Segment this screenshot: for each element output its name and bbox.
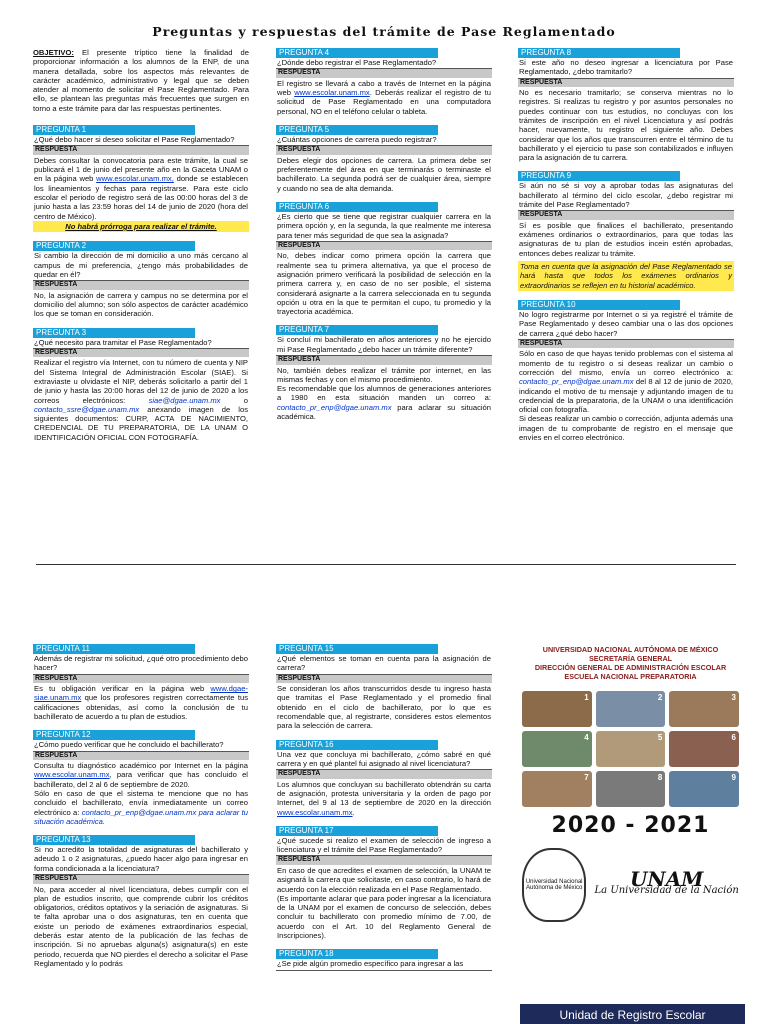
web-link[interactable]: www.escolar.unam.mx <box>277 807 353 817</box>
question-17 <box>276 826 492 940</box>
answer-text: No es necesario tramitarlo; se conserva mientras no lo registres. Si realizas tu registro y por asuntos personales no puedes continuar con tus estudios, no concluyas con los trámites de inscripción en el nivel Licenciatura y así podrás hacer, nuevamente, tu registro el siguiente año. Debes considerar que los años que transcurren entre el término de tu bachillerato y el ejercicio tu pase son contabilizados e influyen para la asignación de tu carrera. <box>519 88 733 163</box>
question-label: PREGUNTA 15 <box>276 644 438 654</box>
question-label: PREGUNTA 12 <box>33 730 195 740</box>
answer-text: El registro se llevará a cabo a través de Internet en la página web www.escolar.unam.mx. Deberás realizar el registro de tu solicitud de Pase Reglamentado en una computadora personal, NO en el teléfono celular o tableta. <box>277 78 491 116</box>
question-label: PREGUNTA 3 <box>33 328 195 338</box>
institution-header: UNIVERSIDAD NACIONAL AUTÓNOMA DE MÉXICO SECRETARÍA GENERAL DIRECCIÓN GENERAL DE ADMINISTRACIÓN ESCOLAR ESCUELA NACIONAL PREPARATORIA <box>534 645 727 681</box>
answer-label: RESPUESTA <box>518 79 734 88</box>
column-2 <box>276 48 492 430</box>
question-text: No logro registrarme por Internet o si ya registré el trámite de Pase Reglamentado y deseo cambiar una o las dos opciones de carrera ¿qué debo hacer? <box>518 310 734 340</box>
campus-photo: 1 <box>522 691 592 727</box>
question-16 <box>276 740 492 817</box>
column-1 <box>33 48 249 451</box>
question-9 <box>518 171 734 290</box>
email-link[interactable]: siae@dgae.unam.mx <box>148 395 221 405</box>
answer-text: No, la asignación de carrera y campus no se determina por el domicilio del alumno; son sólo aspectos de carácter académico los que se toman en consideración. <box>34 290 248 319</box>
question-15 <box>276 644 492 731</box>
question-4 <box>276 48 492 116</box>
answer-label: RESPUESTA <box>33 281 249 290</box>
question-13 <box>33 835 249 968</box>
question-text: ¿Qué necesito para tramitar el Pase Reglamentado? <box>33 338 249 349</box>
question-6 <box>276 202 492 316</box>
question-18 <box>276 949 492 970</box>
email-link[interactable]: contacto_pr_enp@dgae.unam.mx <box>81 807 197 817</box>
question-label: PREGUNTA 5 <box>276 125 438 135</box>
question-text: ¿Se pide algún promedio específico para ingresar a las <box>276 959 492 970</box>
answer-text: Debes consultar la convocatoria para este trámite, la cual se publicará el 1 de junio del presente año en la Gaceta UNAM o en la página web www.escolar.unam.mx, donde se establecen los lineamientos y fechas para registrarse. Para este ciclo escolar el periodo de registro será de las 00:00 horas del 3 de junio hasta a las 23:59 horas del 14 de junio de 2020 (hora del centro de México). <box>34 155 248 221</box>
question-8 <box>518 48 734 162</box>
highlight-note: Toma en cuenta que la asignación del Pase Reglamentado se hará hasta que todos los exámenes ordinarios y extraordinarios se reflejen en tu historial académico. <box>520 262 732 290</box>
question-text: Además de registrar mi solicitud, ¿qué otro procedimiento debo hacer? <box>33 654 249 675</box>
question-text: Si aún no sé si voy a aprobar todas las asignaturas del bachillerato al término del ciclo escolar, ¿debo registrar mi trámite del Pase Reglamentado? <box>518 181 734 211</box>
question-text: ¿Dónde debo registrar el Pase Reglamentado? <box>276 58 492 69</box>
web-link[interactable]: www.escolar.unam.mx <box>34 770 110 780</box>
question-11 <box>33 644 249 721</box>
question-text: Si cambio la dirección de mi domicilio a uno más cercano al campus de mi preferencia, ¿tengo más probabilidades de quedar en él? <box>33 251 249 281</box>
campus-photo: 8 <box>596 771 666 807</box>
column-4 <box>33 644 249 977</box>
question-12 <box>33 730 249 826</box>
question-label: PREGUNTA 8 <box>518 48 680 58</box>
page-divider <box>36 564 736 565</box>
enp-seal-icon: Universidad Nacional Autónoma de México <box>522 848 586 922</box>
question-text: ¿Qué sucede si realizo el examen de selección de ingreso a licenciatura y el trámite del Pase Reglamentado? <box>276 836 492 857</box>
question-5 <box>276 125 492 193</box>
answer-text: No, también debes realizar el trámite por internet, en las mismas fechas y con el mismo procedimiento. Es recomendable que los alumnos de generaciones anteriores a 1980 en esta situación manden un correo a: contacto_pr_enp@dgae.unam.mx para aclarar su situación académica. <box>277 365 491 422</box>
question-label: PREGUNTA 6 <box>276 202 438 212</box>
question-3 <box>33 328 249 442</box>
answer-text: Realizar el registro vía Internet, con tu número de cuenta y NIP del Sistema Integral de Administración Escolar (SIAE). Si extraviaste u olvidaste el NIP, deberás solicitarlo a partir del 1 de junio y hasta las 20:00 horas del 12 de junio de 2020 a los correos electrónicos: siae@dgae.unam.mx o contacto_ssre@dgae.unam.mx anexando imagen de los siguientes documentos: CURP, ACTA DE NACIMIENTO, CREDENCIAL DE TU PREPARATORIA, DE LA UNAM O IDENTIFICACIÓN OFICIAL CON FOTOGRAFÍA. <box>34 358 248 442</box>
objective-label: OBJETIVO: <box>33 48 74 57</box>
answer-text: Se consideran los años transcurridos desde tu ingreso hasta que tramitas el Pase Reglamentado y el promedio final obtenido en el ciclo de bachillerato, por lo que es recomendable que, al registrarte, consideres estos elementos para la selección de carrera. <box>277 684 491 731</box>
unam-logo: UNAM La Universidad de la Nación <box>594 867 739 896</box>
email-link[interactable]: contacto_ssre@dgae.unam.mx <box>34 404 140 414</box>
question-text: ¿Es cierto que se tiene que registrar cualquier carrera en la primera opción y, en la segunda, la que realmente me interesa para tener más seguridad de que sea la asignada? <box>276 212 492 242</box>
campus-photo: 4 <box>522 731 592 767</box>
question-label: PREGUNTA 1 <box>33 125 195 135</box>
campus-photo: 2 <box>596 691 666 727</box>
question-label: PREGUNTA 4 <box>276 48 438 58</box>
answer-text: No, para acceder al nivel licenciatura, debes cumplir con el plan de estudios inscrito, que comprende cubrir los créditos obligatorios, créditos optativos y la seriación de asignaturas. Si te falta aprobar una o dos asignaturas, ten en cuenta que existe un periodo de exámenes extraordinarios especial, deberás estar atento de la publicación de las fechas de inscripción. Si no apruebas alguna(s) asignatura(s) en este periodo, recuerda que NO pierdes el derecho a solicitar el Pase Reglamentado y lo podrás <box>34 884 249 968</box>
question-2 <box>33 241 249 318</box>
web-link[interactable]: www.escolar.unam.mx, <box>96 174 174 184</box>
campus-photo: 3 <box>669 691 739 727</box>
answer-label: RESPUESTA <box>276 356 492 365</box>
answer-label: RESPUESTA <box>518 211 734 220</box>
document-title: Preguntas y respuestas del trámite de Pase Reglamentado <box>152 24 616 39</box>
answer-text: Es tu obligación verificar en la página web www.dgae-siae.unam.mx que los profesores registren correctamente tus calificaciones obtenidas, así como la conclusión de tu bachillerato de acuerdo a tu plan de estudios. <box>34 684 248 721</box>
answer-label: RESPUESTA <box>276 242 492 251</box>
question-7 <box>276 325 492 421</box>
answer-text: Sólo en caso de que hayas tenido problemas con el sistema al momento de tu registro o si deseas realizar un cambio o corrección del mismo, envía un correo electrónico a: contacto_pr_enp@dgae.unam.mx del 8 al 12 de junio de 2020, indicando el motivo de tu mensaje y adjuntando imagen de tu credencial de la preparatoria, de la UNAM o una identificación oficial con fotografía. Si deseas realizar un cambio o corrección, adjunta además una imagen de tu comprobante de registro en el mensaje que envíes en el correo electrónico. <box>519 349 734 442</box>
question-label: PREGUNTA 2 <box>33 241 195 251</box>
registry-banner: Unidad de Registro Escolar <box>520 1004 745 1024</box>
answer-text: Consulta tu diagnóstico académico por Internet en la página www.escolar.unam.mx, para verificar que has concluido el bachillerato, del 2 al 6 de septiembre de 2020. Sólo en caso de que el sistema te mencione que no has concluido el bachillerato, envía inmediatamente un correo electrónico a: contacto_pr_enp@dgae.unam.mx para aclarar tu situación académica. <box>34 761 248 826</box>
question-text: ¿Qué debo hacer si deseo solicitar el Pase Reglamentado? <box>33 135 249 146</box>
question-text: Si concluí mi bachillerato en años anteriores y no he ejercido mi Pase Reglamentado ¿debo hacer un trámite diferente? <box>276 335 492 356</box>
question-text: ¿Cuántas opciones de carrera puedo registrar? <box>276 135 492 146</box>
question-1 <box>33 125 249 232</box>
answer-label: RESPUESTA <box>276 770 492 779</box>
question-label: PREGUNTA 18 <box>276 949 438 959</box>
cover-panel <box>518 645 743 1005</box>
answer-label: RESPUESTA <box>276 69 492 78</box>
objective-text: El presente tríptico tiene la finalidad de proporcionar información a los alumnos de la ENP, de una manera detallada, sobre los aspectos más relevantes de carácter académico, administrativo y legal que se deben atender al momento de solicitar el Pase Reglamentado. Para ello, se plantean las preguntas más frecuentes que surgen en torno a este trámite para dar las respuestas pertinentes. <box>33 48 249 113</box>
column-3 <box>518 48 734 451</box>
highlight-note: No habrá prórroga para realizar el trámite. <box>33 221 249 232</box>
email-link[interactable]: contacto_pr_enp@dgae.unam.mx <box>277 402 392 412</box>
question-label: PREGUNTA 17 <box>276 826 438 836</box>
question-text: Si no acredito la totalidad de asignaturas del bachillerato y adeudo 1 o 2 asignaturas, ¿puedo hacer algo para ingresar en forma condicionada a la licenciatura? <box>33 845 249 875</box>
question-text: ¿Qué elementos se toman en cuenta para la asignación de carrera? <box>276 654 492 675</box>
question-text: ¿Cómo puedo verificar que he concluido el bachillerato? <box>33 740 249 751</box>
answer-text: Debes elegir dos opciones de carrera. La primera debe ser preferentemente del área en que terminarás o terminaste el bachillerato. La segunda podrá ser de cualquier área, siempre y cuando no sea de alta demanda. <box>277 155 491 193</box>
question-text: Una vez que concluya mi bachillerato, ¿cómo sabré en qué carrera y en qué plantel fui asignado al nivel licenciatura? <box>276 750 492 771</box>
answer-label: RESPUESTA <box>276 856 492 865</box>
question-label: PREGUNTA 10 <box>518 300 680 310</box>
question-label: PREGUNTA 11 <box>33 644 195 654</box>
question-label: PREGUNTA 7 <box>276 325 438 335</box>
answer-label: RESPUESTA <box>33 146 249 155</box>
answer-text: Sí es posible que finalices el bachillerato, presentando exámenes ordinarios o extraordinarios, para que todas las asignaturas de tu plan de estudios incein estén aprobadas, entonces debes realizar tu trámite. <box>519 220 733 258</box>
campus-photo: 5 <box>596 731 666 767</box>
answer-label: RESPUESTA <box>33 752 249 761</box>
campus-photo-grid <box>522 691 739 807</box>
campus-photo: 7 <box>522 771 592 807</box>
answer-label: RESPUESTA <box>518 340 734 349</box>
question-label: PREGUNTA 9 <box>518 171 680 181</box>
answer-text: En caso de que acredites el examen de selección, la UNAM te asignará la carrera que solicitaste, en caso contrario, lo hará de acuerdo con la elección realizada en el Pase Reglamentado. (Es importante aclarar que para poder ingresar a la licenciatura de la UNAM por el examen de concurso de selección, debes concluir tu bachillerato con promedio mínimo de 7.00, de acuerdo con el Art. 10 del Reglamento General de Inscripciones). <box>277 865 492 941</box>
answer-label: RESPUESTA <box>276 146 492 155</box>
question-text: Si este año no deseo ingresar a licenciatura por Pase Reglamentado, ¿debo tramitarlo? <box>518 58 734 79</box>
objective-paragraph <box>33 48 249 113</box>
answer-text: No, debes indicar como primera opción la carrera que realmente sea tu primera alternativa, ya que el proceso de asignación primero verificará la posibilidad de selección en la primera carrera y, en caso de no ser posible, el sistema considerará asignarte a la carrera seleccionada en tu segunda opción u otra en la que te permitan el cupo, tu promedio y la trayectoria académica. <box>277 251 491 317</box>
answer-label: RESPUESTA <box>33 349 249 358</box>
web-link[interactable]: www.escolar.unam.mx <box>294 88 370 98</box>
answer-text: Los alumnos que concluyan su bachillerato obtendrán su carta de asignación, protesta universitaria y la orden de pago por Internet, del 9 al 13 de septiembre de 2020 en la dirección www.escolar.unam.mx. <box>277 779 491 817</box>
web-link[interactable]: www.dgae-siae.unam.mx <box>34 684 248 703</box>
answer-label: RESPUESTA <box>276 675 492 684</box>
answer-label: RESPUESTA <box>33 675 249 684</box>
campus-photo: 6 <box>669 731 739 767</box>
campus-photo: 9 <box>669 771 739 807</box>
logos-row <box>518 848 743 922</box>
answer-label: RESPUESTA <box>33 875 249 884</box>
school-year: 2020 - 2021 <box>551 813 710 838</box>
question-label: PREGUNTA 13 <box>33 835 195 845</box>
column-5 <box>276 644 492 980</box>
email-link[interactable]: contacto_pr_enp@dgae.unam.mx <box>519 377 634 387</box>
question-10 <box>518 300 734 442</box>
question-label: PREGUNTA 16 <box>276 740 438 750</box>
